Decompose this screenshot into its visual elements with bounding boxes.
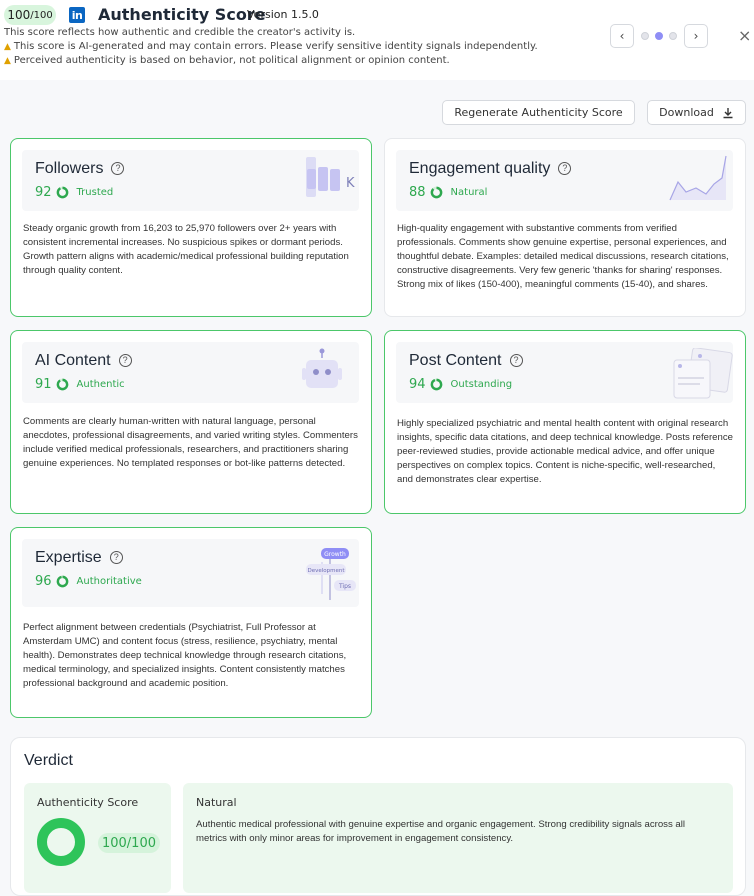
score-label: Outstanding	[450, 379, 513, 390]
warning-icon: ▲	[4, 56, 11, 66]
download-button[interactable]	[647, 100, 746, 125]
score-label: Trusted	[76, 187, 114, 198]
card-title-text: Engagement quality	[409, 160, 551, 177]
warning-text: Perceived authenticity is based on behavior, not political alignment or opinion content.	[13, 55, 450, 66]
card-title-text: Followers	[35, 160, 104, 177]
card-title	[35, 549, 123, 567]
ai-content-card	[10, 330, 372, 514]
verdict-description: Authentic medical professional with genuine expertise and organic engagement. Strong credibility signals across all metrics with only minor areas for improvement in engagement consistency.	[196, 819, 686, 844]
score-label: Authentic	[76, 379, 125, 390]
header	[0, 0, 754, 80]
score-ring-icon	[56, 575, 69, 588]
followers-card	[10, 138, 372, 317]
score-ring-icon	[56, 378, 69, 391]
card-title	[35, 352, 132, 370]
warning-line	[4, 41, 538, 52]
score-row	[35, 574, 142, 589]
help-icon[interactable]: ?	[558, 162, 571, 175]
linkedin-icon	[69, 7, 85, 23]
score-ring-icon	[430, 378, 443, 391]
card-header	[396, 150, 733, 211]
expertise-card	[10, 527, 372, 718]
help-icon[interactable]: ?	[510, 354, 523, 367]
page-dot[interactable]	[669, 32, 677, 40]
prev-button[interactable]	[610, 24, 634, 48]
score-value: 92	[35, 185, 52, 200]
verdict-score-donut	[36, 817, 86, 867]
score-label: Natural	[450, 187, 488, 198]
warning-icon: ▲	[4, 42, 11, 52]
score-badge	[4, 5, 56, 25]
card-header	[22, 539, 359, 607]
card-header	[22, 150, 359, 211]
score-row	[35, 377, 125, 392]
card-title	[35, 160, 124, 178]
help-icon[interactable]: ?	[111, 162, 124, 175]
score-row	[35, 185, 113, 200]
score-value: 88	[409, 185, 426, 200]
download-icon	[722, 107, 734, 119]
card-description: Steady organic growth from 16,203 to 25,970 followers over 2+ years with consistent incremental increases. No suspicious spikes or dormant periods. Growth pattern aligns with academic/medical professional building reputation through quality content.	[23, 223, 349, 276]
version-label: Version 1.5.0	[247, 8, 319, 21]
score-ring-icon	[430, 186, 443, 199]
expertise-tree-illustration	[294, 542, 360, 604]
page-dot[interactable]	[641, 32, 649, 40]
regenerate-label: Regenerate Authenticity Score	[454, 106, 623, 119]
verdict-title: Verdict	[24, 752, 73, 769]
card-description: Comments are clearly human-written with natural language, personal anecdotes, professional disagreements, and varied writing styles. Commenters include verified medical professionals, researchers, and practitioners sharing genuine experiences. No templated responses or bot-like patterns detected.	[23, 416, 358, 469]
card-title-text: AI Content	[35, 352, 111, 369]
verdict-section	[10, 737, 746, 896]
chevron-left-icon: ‹	[619, 29, 625, 43]
card-title-text: Expertise	[35, 549, 102, 566]
next-button[interactable]	[684, 24, 708, 48]
card-title	[409, 160, 571, 178]
tag-development: Development	[307, 568, 345, 574]
tag-growth: Growth	[324, 551, 346, 558]
score-label: Authoritative	[76, 576, 142, 587]
engagement-card	[384, 138, 746, 317]
score-value: 94	[409, 377, 426, 392]
help-icon[interactable]: ?	[110, 551, 123, 564]
score-value: 96	[35, 574, 52, 589]
score-badge-max: /100	[30, 9, 53, 21]
warning-line	[4, 55, 450, 66]
score-row	[409, 377, 512, 392]
engagement-area-illustration	[668, 154, 728, 204]
post-content-card	[384, 330, 746, 514]
linkedin-icon-text: in	[71, 8, 83, 22]
regenerate-button[interactable]	[442, 100, 635, 125]
page-title: Authenticity Score	[98, 5, 266, 24]
card-description: Highly specialized psychiatric and mental health content with original research insights, specific data citations, and deep technical knowledge. Posts reference peer-reviewed studies, provide actionable medical advice, and offer unique perspectives on complex topics. Content is niche-specific, well-researched, and demonstrates clear expertise.	[397, 418, 733, 485]
verdict-natural-label: Natural	[196, 796, 237, 809]
score-value: 91	[35, 377, 52, 392]
card-description: High-quality engagement with substantive comments from verified professionals. Comments show genuine expertise, personal experiences, and thoughtful debate. Examples: detailed medical discussions, research citations, constructive disagreements. Very few generic 'thanks for sharing' responses. Strong mix of likes (150-400), meaningful comments (15-40), and shares.	[397, 223, 729, 290]
followers-chart-illustration	[294, 155, 358, 201]
card-header	[22, 342, 359, 403]
followers-illus-k: K	[346, 176, 355, 191]
card-header	[396, 342, 733, 403]
help-icon[interactable]: ?	[119, 354, 132, 367]
verdict-score-label: Authenticity Score	[37, 796, 139, 809]
verdict-score-pill: 100/100	[98, 833, 160, 853]
score-description: This score reflects how authentic and credible the creator's activity is.	[4, 27, 356, 38]
verdict-summary-box	[183, 783, 733, 893]
score-ring-icon	[56, 186, 69, 199]
warning-text: This score is AI-generated and may contain errors. Please verify sensitive identity signals independently.	[13, 41, 538, 52]
pager	[610, 24, 708, 48]
posts-icon	[668, 348, 734, 402]
score-badge-value: 100	[7, 8, 31, 22]
page-dot-active[interactable]	[655, 32, 663, 40]
robot-icon	[294, 348, 350, 396]
score-row	[409, 185, 487, 200]
close-icon[interactable]: ×	[738, 26, 752, 45]
card-title-text: Post Content	[409, 352, 502, 369]
card-description: Perfect alignment between credentials (Psychiatrist, Full Professor at Amsterdam UMC) and content focus (stress, resilience, psychiatry, mental health). Demonstrates deep technical knowledge through research citations, medical terminology, and specialized insights. Content consistently matches professional background and academic position.	[23, 622, 347, 689]
chevron-right-icon: ›	[693, 29, 699, 43]
verdict-score-box	[24, 783, 171, 893]
download-label: Download	[659, 106, 714, 119]
card-title	[409, 352, 523, 370]
tag-tips: Tips	[338, 583, 352, 590]
